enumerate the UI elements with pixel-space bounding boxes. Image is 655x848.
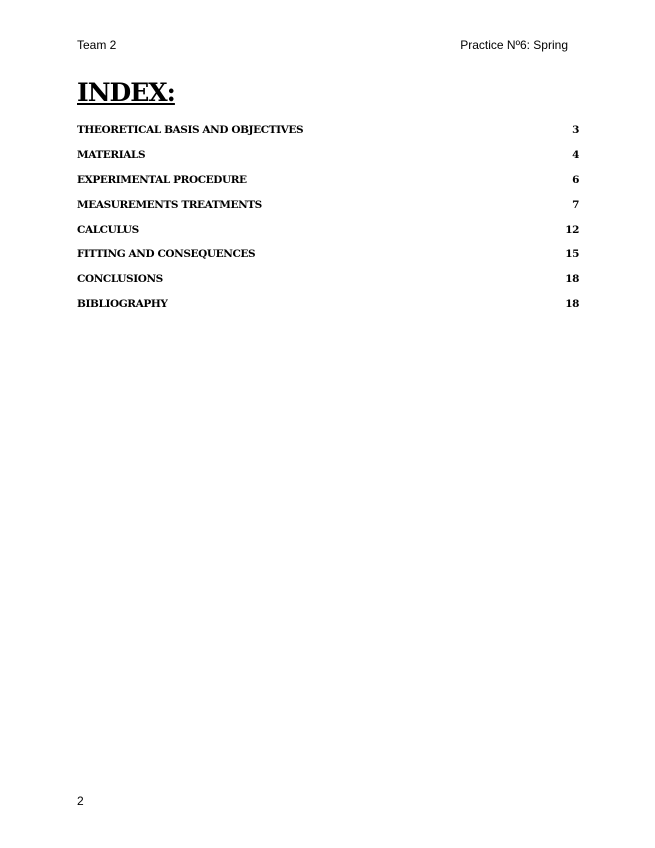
- toc-entry-page: 18: [565, 297, 579, 310]
- toc-entry-page: 3: [572, 124, 579, 137]
- toc-entry[interactable]: [77, 217, 579, 242]
- toc-entry-page: 6: [572, 173, 579, 186]
- header-team: Team 2: [77, 38, 117, 52]
- footer-page-number: 2: [77, 794, 84, 808]
- toc-entry-page: 7: [572, 198, 579, 211]
- toc-entry[interactable]: [77, 267, 579, 292]
- toc-entry-label: EXPERIMENTAL PROCEDURE: [77, 173, 247, 186]
- toc-entry-label: THEORETICAL BASIS AND OBJECTIVES: [77, 124, 304, 137]
- toc-entry-label: FITTING AND CONSEQUENCES: [77, 248, 256, 261]
- toc-entry-label: CALCULUS: [77, 223, 139, 236]
- toc-entry[interactable]: [77, 192, 579, 217]
- toc-entry[interactable]: [77, 118, 579, 143]
- toc-entry[interactable]: [77, 168, 579, 193]
- toc-entry-page: 15: [565, 248, 579, 261]
- toc-entry[interactable]: [77, 292, 579, 317]
- toc-entry-page: 4: [572, 149, 579, 162]
- toc-entry-page: 12: [565, 223, 579, 236]
- toc-entry-label: MATERIALS: [77, 149, 146, 162]
- toc-entry-page: 18: [565, 273, 579, 286]
- header-practice-title: Practice Nº6: Spring: [460, 38, 568, 52]
- toc-entry[interactable]: [77, 143, 579, 168]
- toc-entry-label: BIBLIOGRAPHY: [77, 297, 168, 310]
- table-of-contents: [77, 118, 579, 316]
- toc-entry[interactable]: [77, 242, 579, 267]
- index-heading: INDEX:: [77, 78, 175, 107]
- toc-entry-label: CONCLUSIONS: [77, 273, 163, 286]
- toc-entry-label: MEASUREMENTS TREATMENTS: [77, 198, 262, 211]
